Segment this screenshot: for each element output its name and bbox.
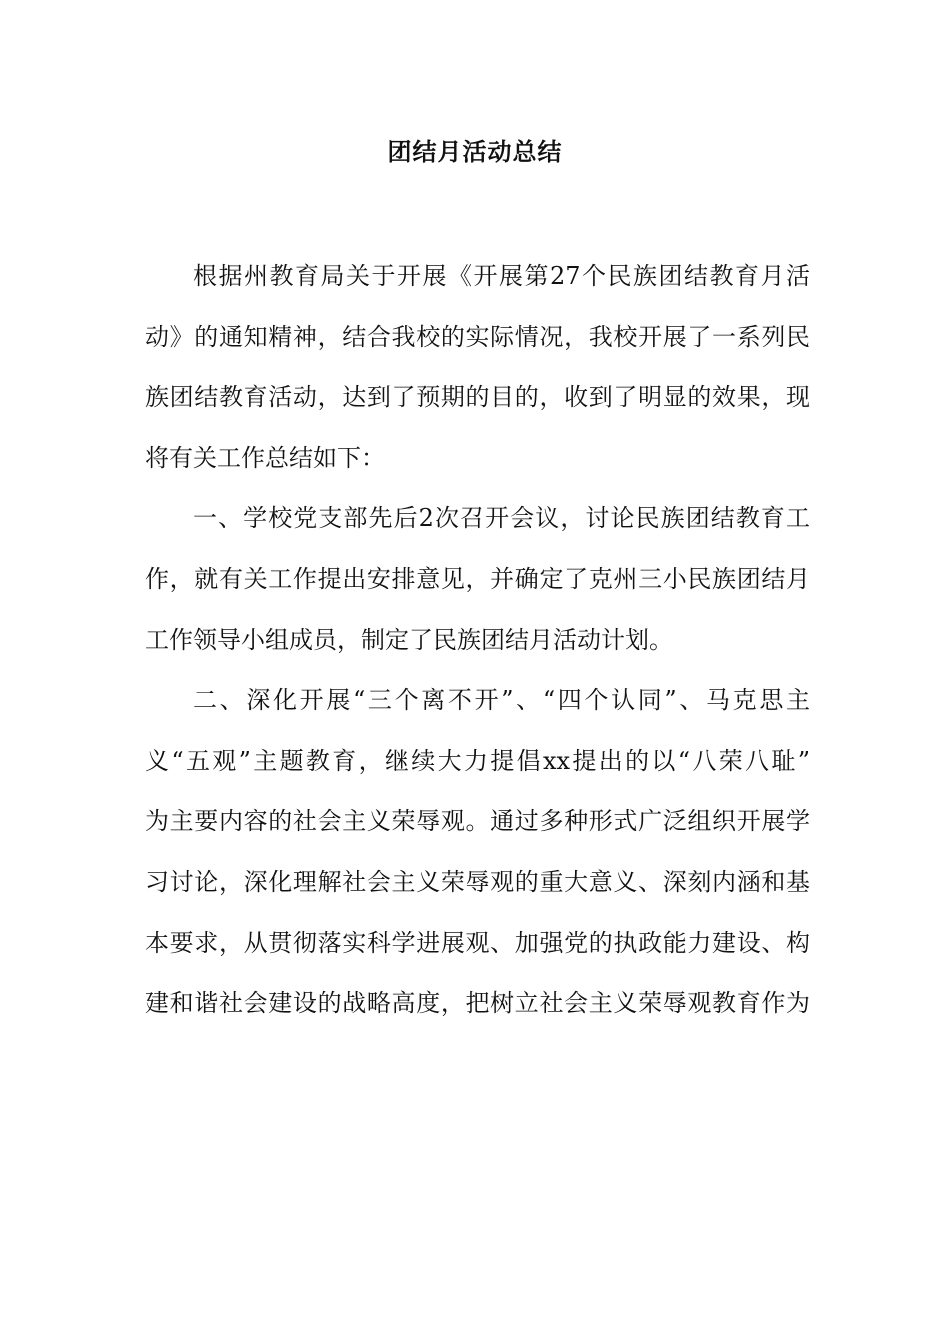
- paragraph-2-line-2: 作，就有关工作提出安排意见，并确定了克州三小民族团结月: [145, 564, 810, 593]
- paragraph-1-line-2: 动》的通知精神，结合我校的实际情况，我校开展了一系列民: [145, 322, 810, 351]
- paragraph-2-line-1: 一、学校党支部先后2次召开会议，讨论民族团结教育工: [193, 504, 810, 533]
- paragraph-3-line-2: 义“五观”主题教育，继续大力提倡xx提出的以“八荣八耻”: [145, 746, 810, 775]
- document-title: 团结月活动总结: [387, 138, 563, 166]
- paragraph-3-line-4: 习讨论，深化理解社会主义荣辱观的重大意义、深刻内涵和基: [145, 867, 810, 896]
- paragraph-1-line-4: 将有关工作总结如下：: [145, 443, 385, 472]
- paragraph-3-line-5: 本要求，从贯彻落实科学进展观、加强党的执政能力建设、构: [145, 928, 810, 957]
- paragraph-3-line-3: 为主要内容的社会主义荣辱观。通过多种形式广泛组织开展学: [145, 807, 810, 836]
- paragraph-3-line-1: 二、深化开展“三个离不开”、“四个认同”、马克思主: [193, 686, 810, 715]
- paragraph-3-line-6: 建和谐社会建设的战略高度，把树立社会主义荣辱观教育作为: [145, 989, 810, 1018]
- paragraph-1-line-1: 根据州教育局关于开展《开展第27个民族团结教育月活: [193, 262, 810, 290]
- paragraph-1-line-3: 族团结教育活动，达到了预期的目的，收到了明显的效果，现: [145, 383, 810, 412]
- document-body: [145, 246, 810, 1034]
- paragraph-2-line-3: 工作领导小组成员，制定了民族团结月活动计划。: [145, 625, 673, 654]
